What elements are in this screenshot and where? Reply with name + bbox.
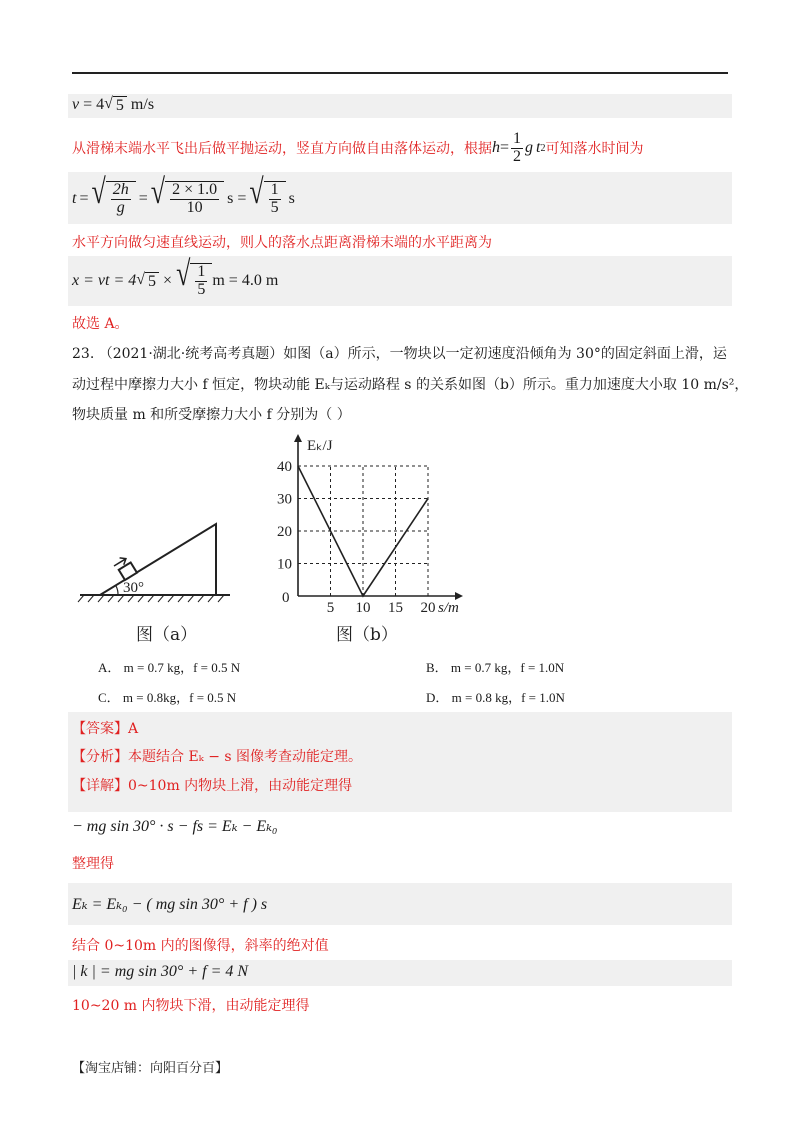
figure-a-incline bbox=[70, 500, 240, 610]
equation-2: Eₖ = Eₖ₀ − ( mg sin 30° + f ) s bbox=[72, 896, 268, 913]
x-equation: x = vt = 4 √ 5 × √ $\frac{1}{5}$ m = 4.0 m bbox=[72, 254, 279, 298]
chart-grid bbox=[298, 466, 428, 596]
analysis-text: 本题结合 Eₖ − s 图像考查动能定理。 bbox=[128, 749, 363, 765]
equation-3: | k | = mg sin 30° + f = 4 N bbox=[72, 963, 249, 980]
angle-arc bbox=[116, 586, 118, 595]
x-tick-label: 15 bbox=[388, 600, 403, 616]
y-tick-label: 10 bbox=[277, 556, 292, 573]
ground-hatching bbox=[78, 595, 224, 602]
choice-b[interactable]: B． m = 0.7 kg，f = 1.0N bbox=[426, 660, 565, 675]
question-line-2: 动过程中摩擦力大小 f 恒定，物块动能 Eₖ与运动路程 s 的关系如图（b）所示。重力加速度大小取 10 m/s²， bbox=[72, 377, 749, 393]
analysis-line bbox=[72, 746, 362, 766]
down-text: 10~20 m 内物块下滑，由动能定理得 bbox=[72, 998, 310, 1014]
x-tick-label: 10 bbox=[355, 600, 371, 616]
red-text-1: 从滑梯末端水平飞出后做平抛运动，竖直方向做自由落体运动，根据 h = $\frac{1}{2}$ g t 2 可知落水时间为 bbox=[72, 129, 644, 165]
figure-a-caption: 图（a） bbox=[136, 625, 198, 645]
combine-text: 结合 0~10m 内的图像得，斜率的绝对值 bbox=[72, 938, 329, 954]
x-axis-label: s/m bbox=[438, 600, 459, 616]
footer-text: 【淘宝店铺：向阳百分百】 bbox=[72, 1061, 229, 1076]
detail-text: 0~10m 内物块上滑，由动能定理得 bbox=[128, 778, 353, 794]
choice-c[interactable]: C． m = 0.8kg，f = 0.5 N bbox=[98, 690, 237, 705]
analysis-tag: 【分析】 bbox=[72, 749, 128, 765]
detail-tag: 【详解】 bbox=[72, 778, 128, 794]
tidy-text: 整理得 bbox=[72, 856, 114, 872]
x-tick-label: 5 bbox=[326, 600, 335, 616]
question-line-3: 物块质量 m 和所受摩擦力大小 f 分别为（ ） bbox=[72, 407, 351, 423]
red-text-3: 故选 A。 bbox=[72, 316, 129, 332]
x-axis-arrow-icon bbox=[455, 592, 463, 600]
answer-value: A bbox=[128, 721, 139, 737]
v-equation: v = 4 √ 5 m/s bbox=[72, 95, 155, 114]
y-axis-arrow-icon bbox=[294, 434, 302, 442]
t-equation: t = √ $\frac{2h}{g}$ = √ $\frac{2 \times 1.0}{10}$ s = √ $\frac{1}{5}$ s bbox=[72, 172, 295, 216]
header-rule bbox=[72, 72, 728, 74]
figure-b-caption: 图（b） bbox=[336, 625, 398, 645]
red-text-2: 水平方向做匀速直线运动，则人的落水点距离滑梯末端的水平距离为 bbox=[72, 235, 492, 251]
y-tick-label: 40 bbox=[277, 459, 292, 475]
y-tick-label: 20 bbox=[277, 524, 292, 540]
incline-triangle bbox=[100, 524, 216, 595]
choice-a[interactable]: A． m = 0.7 kg，f = 0.5 N bbox=[98, 660, 241, 675]
origin-label: 0 bbox=[282, 590, 290, 606]
y-axis-label: Eₖ/J bbox=[307, 438, 333, 454]
angle-label: 30° bbox=[123, 580, 144, 596]
equation-1: − mg sin 30° · s − fs = Eₖ − Eₖ₀ bbox=[72, 818, 278, 835]
x-tick-label: 20 bbox=[420, 600, 436, 616]
answer-tag: 【答案】 bbox=[72, 721, 128, 737]
choice-d[interactable]: D． m = 0.8 kg，f = 1.0N bbox=[426, 690, 565, 705]
answer-line bbox=[72, 718, 138, 738]
detail-line bbox=[72, 775, 352, 795]
question-line-1: 23. （2021·湖北·统考高考真题）如图（a）所示，一物块以一定初速度沿倾角为 30°的固定斜面上滑，运 bbox=[72, 346, 727, 362]
shade-v bbox=[68, 94, 732, 118]
figure-b-chart bbox=[260, 430, 480, 620]
sliding-block bbox=[119, 562, 137, 580]
y-tick-label: 30 bbox=[277, 491, 292, 508]
